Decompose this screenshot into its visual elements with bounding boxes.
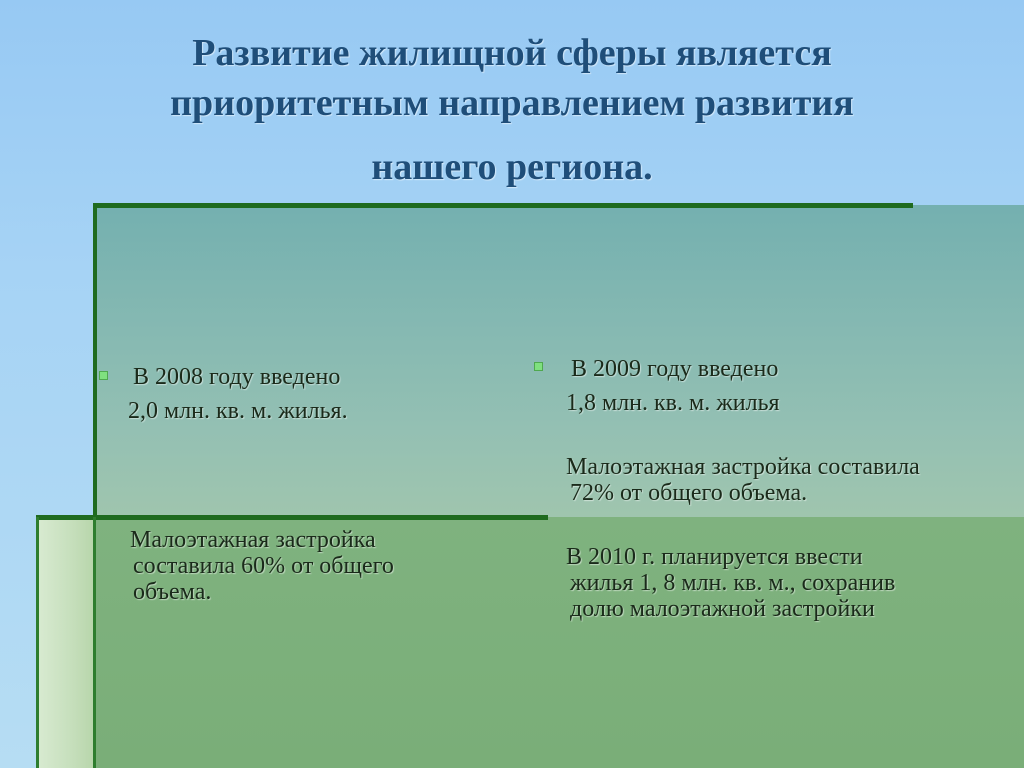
left-note-line-2: составила 60% от общего: [133, 553, 394, 579]
bullet-icon-right: [535, 363, 542, 370]
left-note-line-3: объема.: [133, 579, 212, 605]
front-panel-inner-border: [93, 517, 96, 768]
right-note2-line-2: жилья 1, 8 млн. кв. м., сохранив: [570, 570, 896, 596]
front-panel-light-strip: [36, 517, 95, 768]
right-note2-line-1: В 2010 г. планируется ввести: [566, 544, 863, 570]
slide-title: [60, 28, 964, 192]
left-note-line-1: Малоэтажная застройка: [130, 527, 376, 553]
right-note1-line-1: Малоэтажная застройка составила: [566, 454, 920, 480]
title-line-3: нашего региона.: [371, 146, 653, 188]
right-bullet-line-2: 1,8 млн. кв. м. жилья: [566, 390, 780, 416]
right-note1-line-2: 72% от общего объема.: [570, 480, 808, 506]
right-note2-line-3: долю малоэтажной застройки: [570, 596, 875, 622]
left-bullet-line-1: В 2008 году введено: [133, 364, 341, 390]
back-panel-left-border: [93, 203, 97, 518]
bullet-icon-left: [100, 372, 107, 379]
right-bullet-line-1: В 2009 году введено: [571, 356, 779, 382]
back-panel-top-border: [95, 203, 913, 208]
title-line-2: приоритетным направлением развития: [170, 82, 854, 124]
left-bullet-line-2: 2,0 млн. кв. м. жилья.: [128, 398, 348, 424]
front-panel-top-border: [36, 515, 548, 520]
title-line-1: Развитие жилищной сферы является: [192, 32, 832, 74]
front-panel-left-border: [36, 517, 39, 768]
